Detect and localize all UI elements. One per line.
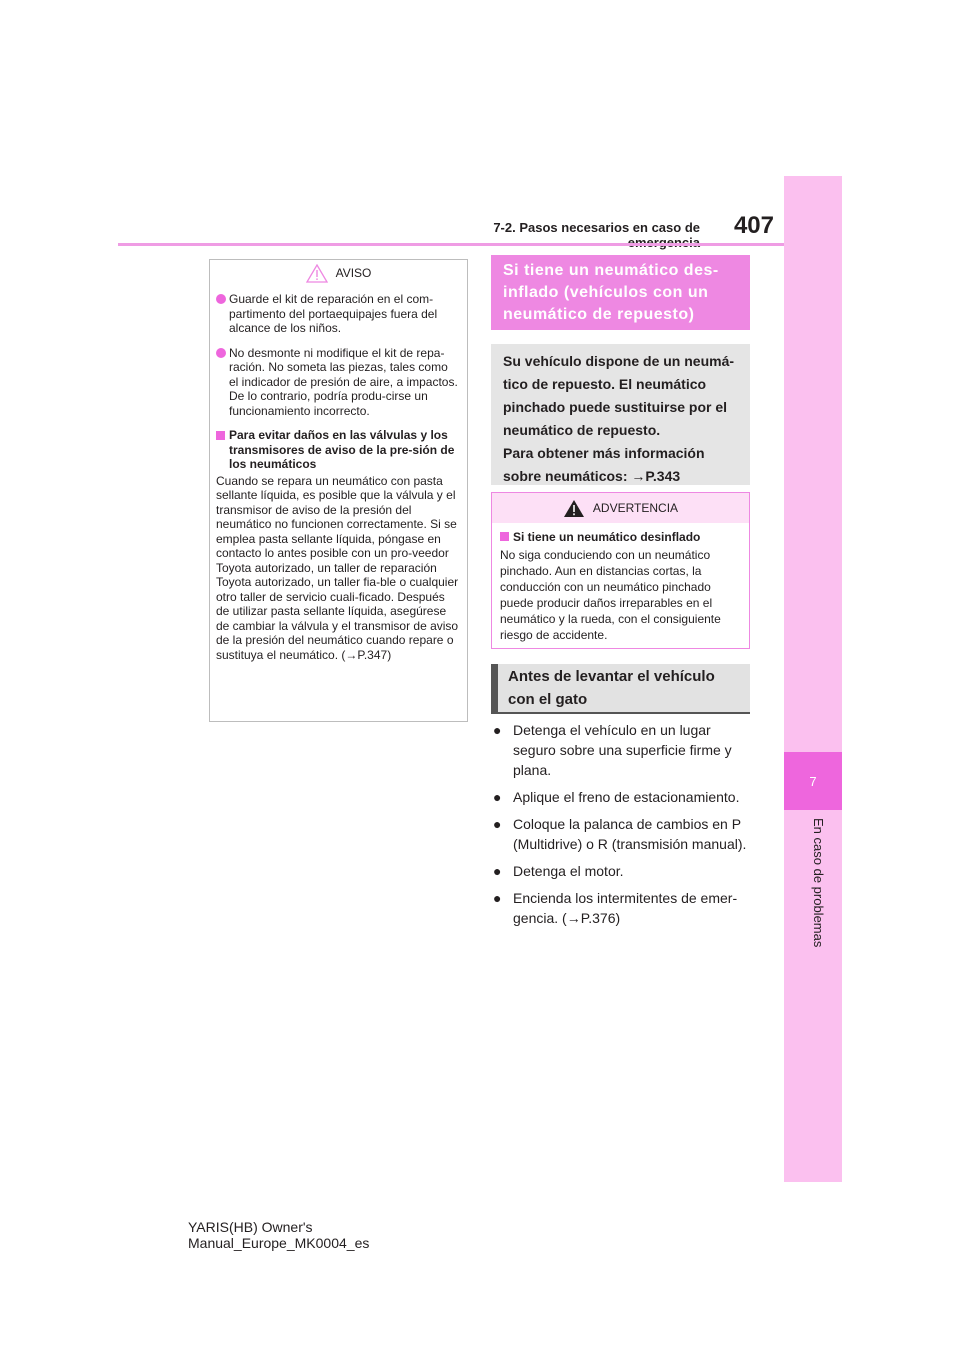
chapter-number: 7 xyxy=(784,752,842,810)
aviso-title: AVISO xyxy=(335,266,372,280)
aviso-subheading-text: Para evitar daños en las válvulas y los transmisores de aviso de la pre-sión de los neumáticos xyxy=(229,428,455,471)
aviso-paragraph: Cuando se repara un neumático con pasta sellante líquida, es posible que la válvula y el transmisor de aviso de la presión del neumático no funcionen correctamente. Si se emplea pasta sellante líquida, póngase en contacto lo antes posible con un pro-veedor Toyota autorizado, un taller de reparación Toyota autorizado, un taller fia-ble o cualquier otro taller de servicio cuali-ficado. Después de utilizar pasta sellante líquida, asegúrese de cambiar la válvula y el transmisor de aviso de la presión del neumático cuando repare o sustituya el neumático. (→P.347) xyxy=(216,473,459,662)
side-tab xyxy=(784,176,842,1182)
list-item xyxy=(491,888,753,928)
spare-tire-info xyxy=(491,344,750,485)
step-text: Detenga el motor. xyxy=(513,863,624,879)
step-text: Encienda los intermitentes de emer-gencia. (→P.376) xyxy=(513,890,738,926)
advertencia-paragraph: No siga conduciendo con un neumático pinchado. Aun en distancias cortas, la conducción con un neumático pinchado puede producir daños irreparables en el neumático y la rueda, con el consiguiente riesgo de accidente. xyxy=(500,548,721,642)
aviso-bullet xyxy=(216,292,459,336)
spare-tire-heading: Si tiene un neumático des-inflado (vehículos con un neumático de repuesto) xyxy=(491,255,750,330)
section-title: 7-2. Pasos necesarios en caso de xyxy=(493,220,700,235)
step-text: Aplique el freno de estacionamiento. xyxy=(513,789,740,805)
square-bullet-icon xyxy=(500,532,509,541)
jack-steps-list xyxy=(491,720,753,935)
step-text: Coloque la palanca de cambios en P (Multidrive) o R (transmisión manual). xyxy=(513,816,747,852)
advertencia-subheading-text: Si tiene un neumático desinflado xyxy=(513,530,701,544)
page-number: 407 xyxy=(733,212,774,239)
spare-tire-intro: Su vehículo dispone de un neumá-tico de repuesto. El neumático pinchado puede sustituirse por el neumático de repuesto. xyxy=(503,353,735,438)
footer-text: YARIS(HB) Owner's Manual_Europe_MK0004_es xyxy=(188,1219,370,1251)
bullet-glyph: ● xyxy=(493,722,502,738)
aviso-box xyxy=(209,259,468,722)
bullet-glyph: ● xyxy=(493,890,502,906)
advertencia-box xyxy=(491,492,750,649)
bullet-dot-icon xyxy=(216,348,226,358)
aviso-bullet-text: No desmonte ni modifique el kit de repa-ración. No someta las piezas, tales como el indicador de presión de aire, a impactos. De lo contrario, podría produ-cirse un funcionamiento incorrecto. xyxy=(229,345,458,418)
aviso-header xyxy=(210,260,467,286)
aviso-bullet xyxy=(216,346,459,419)
bullet-glyph: ● xyxy=(493,789,502,805)
list-item xyxy=(491,787,753,807)
header-rule xyxy=(118,243,784,246)
warning-triangle-icon xyxy=(563,499,585,518)
jack-section-heading: Antes de levantar el vehículo con el gato xyxy=(491,664,750,714)
caution-triangle-icon xyxy=(306,264,328,283)
bullet-dot-icon xyxy=(216,294,226,304)
aviso-subheading xyxy=(216,428,459,472)
chapter-label: En caso de problemas xyxy=(811,818,826,948)
list-item xyxy=(491,861,753,881)
list-item xyxy=(491,720,753,780)
list-item xyxy=(491,814,753,854)
square-bullet-icon xyxy=(216,431,225,440)
aviso-bullet-text: Guarde el kit de reparación en el com-partimento del portaequipajes fuera del alcance de los niños. xyxy=(229,292,438,335)
bullet-glyph: ● xyxy=(493,816,502,832)
spare-tire-more-info: Para obtener más información sobre neumáticos: →P.343 xyxy=(503,445,705,484)
advertencia-header xyxy=(492,493,749,523)
advertencia-subheading xyxy=(500,529,741,545)
advertencia-title: ADVERTENCIA xyxy=(592,501,679,515)
bullet-glyph: ● xyxy=(493,863,502,879)
step-text: Detenga el vehículo en un lugar seguro sobre una superficie firme y plana. xyxy=(513,722,732,778)
